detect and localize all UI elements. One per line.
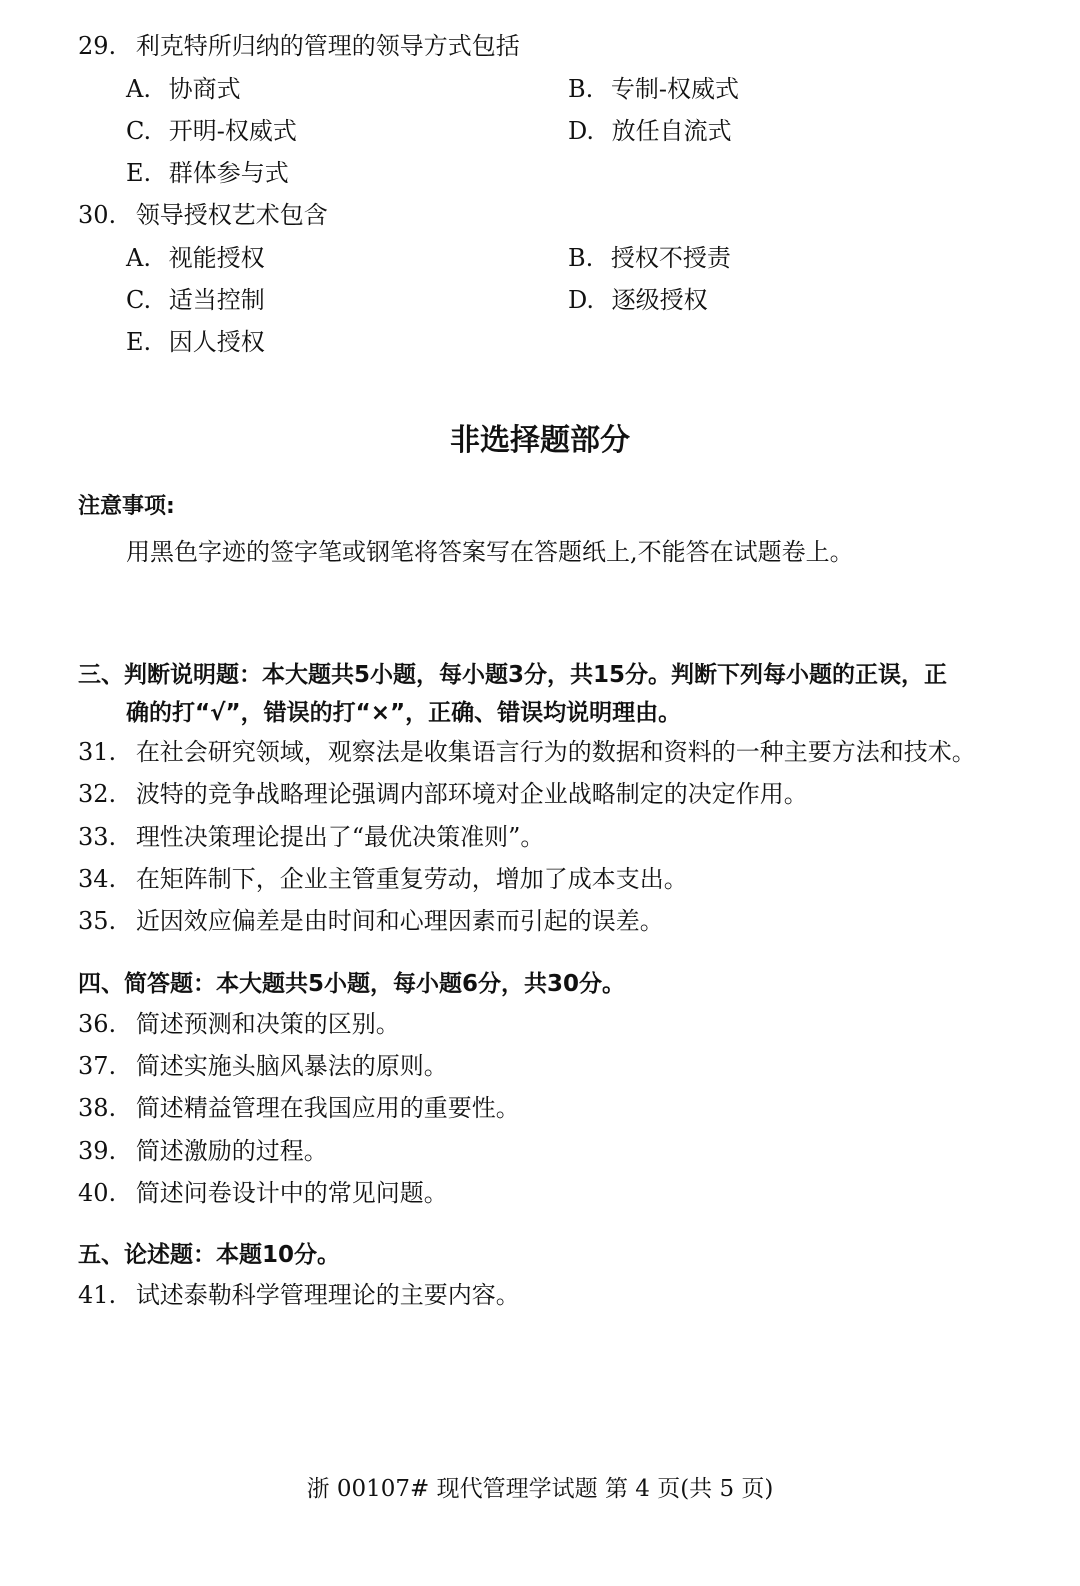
option-29-e bbox=[126, 161, 289, 185]
option-text: 因人授权 bbox=[168, 328, 265, 356]
option-label: C. bbox=[126, 286, 152, 314]
question-number: 38. bbox=[78, 1094, 117, 1122]
option-label: C. bbox=[126, 117, 152, 145]
page-footer: 浙 00107# 现代管理学试题 第 4 页(共 5 页) bbox=[306, 1476, 774, 1502]
question-number: 36. bbox=[78, 1010, 117, 1038]
option-label: A. bbox=[126, 75, 151, 103]
section-4-heading: 四、简答题：本大题共5小题，每小题6分，共30分。 bbox=[78, 971, 626, 997]
question-29 bbox=[78, 34, 520, 58]
question-number: 41. bbox=[78, 1281, 117, 1309]
question-number: 29. bbox=[78, 32, 117, 60]
question-32 bbox=[78, 782, 808, 806]
question-text: 波特的竞争战略理论强调内部环境对企业战略制定的决定作用。 bbox=[135, 780, 808, 808]
option-text: 逐级授权 bbox=[611, 286, 708, 314]
question-stem: 领导授权艺术包含 bbox=[135, 201, 328, 229]
option-29-b bbox=[568, 77, 739, 101]
part-title: 非选择题部分 bbox=[450, 423, 630, 458]
question-number: 35. bbox=[78, 907, 117, 935]
section-5-heading: 五、论述题：本题10分。 bbox=[78, 1242, 341, 1268]
question-text: 简述预测和决策的区别。 bbox=[135, 1010, 400, 1038]
question-33 bbox=[78, 825, 544, 849]
question-number: 37. bbox=[78, 1052, 117, 1080]
option-29-c bbox=[126, 119, 297, 143]
question-number: 31. bbox=[78, 738, 117, 766]
question-number: 34. bbox=[78, 865, 117, 893]
question-30 bbox=[78, 203, 328, 227]
option-30-e bbox=[126, 330, 265, 354]
question-text: 试述泰勒科学管理理论的主要内容。 bbox=[135, 1281, 520, 1309]
option-text: 适当控制 bbox=[168, 286, 265, 314]
option-30-a bbox=[126, 246, 265, 270]
option-text: 授权不授责 bbox=[610, 244, 731, 272]
option-30-b bbox=[568, 246, 731, 270]
option-29-a bbox=[126, 77, 241, 101]
question-number: 32. bbox=[78, 780, 117, 808]
option-30-c bbox=[126, 288, 265, 312]
question-41 bbox=[78, 1283, 520, 1307]
question-35 bbox=[78, 909, 664, 933]
option-text: 协商式 bbox=[168, 75, 241, 103]
question-38 bbox=[78, 1096, 520, 1120]
question-number: 39. bbox=[78, 1137, 117, 1165]
notice-title: 注意事项: bbox=[78, 494, 175, 519]
option-label: B. bbox=[568, 244, 594, 272]
question-text: 理性决策理论提出了“最优决策准则”。 bbox=[135, 823, 545, 851]
question-36 bbox=[78, 1012, 400, 1036]
option-text: 开明-权威式 bbox=[168, 117, 297, 145]
question-34 bbox=[78, 867, 688, 891]
section-3-heading-cont: 确的打“√”，错误的打“×”，正确、错误均说明理由。 bbox=[126, 700, 682, 726]
option-label: D. bbox=[568, 286, 595, 314]
section-3-heading: 三、判断说明题：本大题共5小题，每小题3分，共15分。判断下列每小题的正误，正 bbox=[78, 662, 948, 688]
question-text: 简述精益管理在我国应用的重要性。 bbox=[135, 1094, 520, 1122]
option-label: E. bbox=[126, 159, 152, 187]
option-29-d bbox=[568, 119, 732, 143]
option-label: D. bbox=[568, 117, 595, 145]
question-40 bbox=[78, 1181, 448, 1205]
option-text: 专制-权威式 bbox=[610, 75, 740, 103]
question-text: 简述激励的过程。 bbox=[135, 1137, 328, 1165]
question-text: 简述实施头脑风暴法的原则。 bbox=[135, 1052, 448, 1080]
option-text: 群体参与式 bbox=[168, 159, 289, 187]
question-39 bbox=[78, 1139, 328, 1163]
option-label: A. bbox=[126, 244, 151, 272]
question-text: 简述问卷设计中的常见问题。 bbox=[135, 1179, 448, 1207]
option-text: 视能授权 bbox=[168, 244, 265, 272]
notice-text: 用黑色字迹的签字笔或钢笔将答案写在答题纸上,不能答在试题卷上。 bbox=[126, 538, 854, 566]
question-stem: 利克特所归纳的管理的领导方式包括 bbox=[135, 32, 520, 60]
question-text: 在矩阵制下，企业主管重复劳动，增加了成本支出。 bbox=[135, 865, 688, 893]
option-text: 放任自流式 bbox=[611, 117, 732, 145]
option-label: B. bbox=[568, 75, 594, 103]
option-30-d bbox=[568, 288, 708, 312]
question-number: 33. bbox=[78, 823, 117, 851]
question-number: 40. bbox=[78, 1179, 117, 1207]
question-31 bbox=[78, 740, 976, 764]
option-label: E. bbox=[126, 328, 152, 356]
question-text: 在社会研究领域，观察法是收集语言行为的数据和资料的一种主要方法和技术。 bbox=[135, 738, 976, 766]
question-number: 30. bbox=[78, 201, 117, 229]
question-37 bbox=[78, 1054, 448, 1078]
question-text: 近因效应偏差是由时间和心理因素而引起的误差。 bbox=[135, 907, 664, 935]
